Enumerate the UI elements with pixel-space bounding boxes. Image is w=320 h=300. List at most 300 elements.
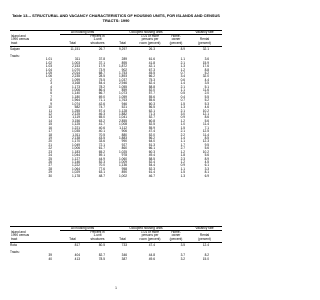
table-cell: 1,064 — [72, 166, 80, 171]
table-cell: 60.3 — [148, 149, 155, 154]
table-cell: 1.3 — [180, 105, 185, 110]
table-cell: 1,882 — [119, 112, 127, 117]
row-label: 1.06 — [45, 74, 52, 79]
row-label: 30 — [48, 173, 52, 178]
table-cell: 67.3 — [148, 67, 155, 72]
table-cell: 1,222 — [72, 163, 80, 168]
table-cell: 1,008 — [119, 122, 127, 127]
table-cell: 958 — [121, 166, 127, 171]
table-cell: 1,136 — [119, 163, 127, 168]
table-cell: 0.4 — [180, 94, 185, 99]
table-cell: 1,002 — [119, 173, 127, 178]
table-cell: 1,009 — [119, 159, 127, 164]
table-cell: 3.6 — [204, 57, 209, 62]
table-cell: 3,156 — [72, 118, 80, 123]
table-cell: 60.8 — [148, 118, 155, 123]
table-cell: 33.6 — [98, 139, 105, 144]
table-cell: 1.5 — [180, 101, 185, 106]
row-label: 12 — [48, 112, 52, 117]
table-cell: 11.6 — [203, 88, 209, 93]
table-cell: 10.2 — [202, 149, 209, 154]
row-label: 15 — [48, 122, 52, 127]
col-crowded-3: room (percent) — [139, 236, 161, 241]
row-label: 19 — [48, 135, 52, 140]
table-cell: 80.5 — [98, 243, 105, 247]
group-vacancy-rate: Vacancy rate — [195, 29, 214, 34]
table-cell: 1,127 — [72, 156, 80, 161]
table-cell: 2,138 — [72, 135, 80, 140]
table-cell: 3.5 — [204, 81, 209, 86]
table-cell: 8.6 — [204, 115, 209, 120]
table-cell: 5.6 — [204, 118, 209, 123]
table-cell: 7.1 — [204, 125, 209, 130]
col-percent-3: structures — [90, 236, 105, 241]
group-all-units-2: All housing units — [70, 225, 95, 230]
table-cell: 927 — [121, 142, 127, 147]
table-cell: 58.8 — [148, 84, 155, 89]
row-label: 6 — [50, 91, 52, 96]
row-label: 1.05 — [45, 70, 52, 75]
table-cell: 1,073 — [119, 91, 127, 96]
table-cell: 60.3 — [148, 101, 155, 106]
table-cell: 8.9 — [204, 156, 209, 161]
table-cell: 413 — [74, 256, 80, 261]
table-cell: 12.3 — [202, 139, 209, 144]
table-cell: 66.7 — [98, 91, 105, 96]
table-cell: 906 — [121, 129, 127, 134]
table-cell: 2.7 — [180, 146, 185, 151]
table-cell: 70.5 — [98, 132, 105, 137]
table-cell: 78.5 — [98, 256, 105, 261]
table-cell: 387 — [121, 256, 127, 261]
table-cell: 1.2 — [180, 159, 185, 164]
table-cell: 55.9 — [148, 125, 155, 130]
table-cell: 8.9 — [180, 47, 185, 51]
table-cell: 2,125 — [72, 112, 80, 117]
table-cell: 26.3 — [148, 47, 155, 51]
table-cell: 1.0 — [180, 122, 185, 127]
row-label: 5 — [50, 88, 52, 93]
table-cell: 1,037 — [119, 77, 127, 82]
table-cell: 1,119 — [72, 115, 80, 120]
table-cell: 8.2 — [204, 253, 209, 258]
col-rental-1: Rental — [199, 233, 210, 238]
table-cell: 11.4 — [203, 132, 209, 137]
table-cell: 3.5 — [180, 243, 185, 247]
table-cell: 3.7 — [180, 253, 185, 258]
col-percent-2: 1-unit — [93, 233, 102, 238]
table-cell: 2,235 — [72, 74, 80, 79]
table-cell: 49.4 — [148, 153, 155, 158]
col-homeowner-1: Home- — [171, 229, 181, 234]
table-cell: 54.4 — [98, 81, 105, 86]
group-vacancy-rate-2: Vacancy rate — [195, 225, 214, 230]
table-cell: 404 — [74, 253, 80, 258]
table-cell: 42.1 — [148, 64, 155, 69]
table-cell: 32.0 — [202, 74, 209, 79]
table-cell: 52.7 — [148, 115, 155, 120]
table-cell: 1.1 — [180, 57, 185, 62]
row-label: 4 — [50, 84, 52, 89]
table-cell: 1.2 — [180, 67, 185, 72]
table-cell: 62.1 — [148, 108, 155, 113]
stub-header-1: Island and — [11, 33, 26, 38]
table-cell: 1,255 — [72, 108, 80, 113]
row-label: 28 — [48, 166, 52, 171]
col-occ-total: Total — [119, 237, 126, 241]
table-cell: 52.3 — [98, 159, 105, 164]
table-cell: 1,964 — [72, 98, 80, 103]
table-cell: 10.2 — [202, 108, 209, 113]
table-cell: 52.4 — [148, 159, 155, 164]
table-cell: 817 — [74, 243, 80, 247]
table-cell: 57.4 — [98, 108, 105, 113]
table-cell: 5.6 — [204, 153, 209, 158]
col-crowded-3: room (percent) — [139, 40, 161, 45]
table-cell: 1,178 — [72, 173, 80, 178]
table-cell: 37.8 — [98, 57, 105, 62]
table-cell: 733 — [121, 243, 127, 247]
table-cell: 1,049 — [72, 142, 80, 147]
table-cell: 56.5 — [148, 105, 155, 110]
table-cell: 3,168 — [72, 81, 80, 86]
row-label: 1.03 — [45, 64, 52, 69]
table-cell: 1.2 — [180, 149, 185, 154]
col-homeowner-3: (percent) — [169, 236, 183, 241]
table-cell: 3.2 — [180, 256, 185, 261]
stub-header-3: tract — [11, 236, 18, 241]
row-label: 27 — [48, 163, 52, 168]
row-label: 7 — [50, 94, 52, 99]
row-label: Saipan — [10, 47, 20, 51]
table-cell: 1.3 — [180, 173, 185, 178]
table-cell: 86.4 — [98, 88, 105, 93]
table-cell: 1,763 — [119, 98, 127, 103]
col-crowded-1: 1.01 or more — [140, 33, 160, 38]
table-cell: 0.6 — [180, 77, 185, 82]
table-cell: 1.2 — [180, 118, 185, 123]
table-cell: 2.2 — [180, 132, 185, 137]
table-cell: 2.1 — [180, 108, 185, 113]
table-cell: 52.5 — [148, 122, 155, 127]
row-label: 40 — [48, 256, 52, 261]
row-label: 26 — [48, 159, 52, 164]
row-label: 18 — [48, 132, 52, 137]
row-label: 29 — [48, 170, 52, 175]
table-cell: 4.5 — [204, 159, 209, 164]
table-row — [10, 258, 222, 261]
table-cell: 1,003 — [72, 60, 80, 65]
row-label: 25 — [48, 156, 52, 161]
row-label: 13 — [48, 115, 52, 120]
row-label: 2 — [50, 77, 52, 82]
table-cell: 1,173 — [72, 84, 80, 89]
col-crowded-1: 1.01 or more — [140, 229, 160, 234]
table-cell: 44.8 — [148, 253, 155, 258]
table-body-saipan — [10, 48, 222, 178]
group-occupied-units: Occupied housing units — [129, 29, 163, 34]
table-cell: 1,025 — [119, 149, 127, 154]
table-cell: 55.6 — [148, 94, 155, 99]
table-cell: 5.6 — [204, 146, 209, 151]
table-cell: 62.4 — [148, 81, 155, 86]
table-cell: 15.9 — [202, 60, 209, 65]
table-cell: 9.5 — [204, 142, 209, 147]
col-percent-2: 1-unit — [93, 37, 102, 42]
table-cell: 1.5 — [180, 170, 185, 175]
row-label: 1.02 — [45, 60, 52, 65]
table-cell: 1.7 — [180, 142, 185, 147]
table-cell: 5.2 — [204, 70, 209, 75]
col-rental-1: Rental — [199, 37, 210, 42]
table-cell: 72.1 — [98, 142, 105, 147]
table-cell: 1.4 — [180, 81, 185, 86]
table-cell: 1,006 — [72, 88, 80, 93]
table-cell: 8.1 — [204, 170, 209, 175]
table-cell: 1,883 — [119, 135, 127, 140]
table-cell: 2.0 — [204, 91, 209, 96]
table-cell: 52.3 — [148, 166, 155, 171]
table-cell: 1,146 — [72, 159, 80, 164]
table-cell: 1,125 — [72, 122, 80, 127]
table-cell: 5.1 — [204, 84, 209, 89]
table-cell: 521 — [121, 105, 127, 110]
table-cell: 1.3 — [180, 64, 185, 69]
table-cell: 3.0 — [180, 112, 185, 117]
table-cell: 1,055 — [119, 84, 127, 89]
row-label: 20 — [48, 139, 52, 144]
table-cell: 52.0 — [148, 132, 155, 137]
table-cell: 64.0 — [148, 139, 155, 144]
table-cell: 880 — [121, 132, 127, 137]
table-cell: 43.5 — [98, 135, 105, 140]
table-cell: 1,170 — [72, 139, 80, 144]
table-cell: 11,151 — [70, 47, 80, 51]
table-cell: 58.5 — [148, 156, 155, 161]
table-cell: 65.0 — [98, 115, 105, 120]
table-cell: 1,029 — [72, 170, 80, 175]
stub-header-2: 1990 census — [11, 37, 30, 42]
table-cell: 46.7 — [148, 173, 155, 178]
table-cell: 78.2 — [98, 84, 105, 89]
table-cell: 44.9 — [98, 156, 105, 161]
stub-header-2: 1990 census — [11, 233, 30, 238]
table-cell: 1,060 — [119, 156, 127, 161]
table-cell: 71.1 — [98, 98, 105, 103]
table-cell: 2,014 — [72, 70, 80, 75]
table-cell: 1,044 — [72, 153, 80, 158]
row-label: 17 — [48, 129, 52, 134]
stub-header-1: Island and — [11, 229, 26, 234]
table-cell: 1,074 — [72, 101, 80, 106]
table-cell: 59.1 — [98, 153, 105, 158]
table-cell: 5.3 — [204, 101, 209, 106]
table-cell: 61.6 — [148, 57, 155, 62]
table-cell: 12.4 — [202, 243, 209, 247]
table-cell: 1,140 — [72, 91, 80, 96]
table-row — [10, 175, 222, 178]
row-label: 10 — [48, 105, 52, 110]
table-cell: 1,221 — [72, 125, 80, 130]
table-cell: 41.8 — [148, 60, 155, 65]
table-cell: 0.7 — [180, 98, 185, 103]
table-cell: 46.3 — [98, 112, 105, 117]
col-total: Total — [69, 41, 76, 45]
table-cell: 11.4 — [203, 122, 209, 127]
table-cell: 12.5 — [202, 129, 209, 134]
table-cell: 946 — [121, 101, 127, 106]
row-label: 1.04 — [45, 67, 52, 72]
row-label: 39 — [48, 253, 52, 258]
table-cell: 40.1 — [98, 129, 105, 134]
table-cell: 48.7 — [98, 173, 105, 178]
table-cell: 61.7 — [98, 146, 105, 151]
table-cell: 37.1 — [98, 60, 105, 65]
table-cell: 17.9 — [98, 64, 105, 69]
table-cell: 2.1 — [180, 84, 185, 89]
table-cell: 2,153 — [72, 64, 80, 69]
row-label: Tracts: — [10, 249, 20, 254]
table-cell: 1,112 — [119, 125, 127, 130]
table-cell: 1,893 — [119, 74, 127, 79]
table-cell: 1,006 — [72, 146, 80, 151]
table-cell: 9,297 — [119, 47, 127, 51]
row-label: 22 — [48, 146, 52, 151]
table-cell: 47.4 — [148, 129, 155, 134]
table-cell: 1.8 — [180, 153, 185, 158]
table-cell: 8.5 — [204, 135, 209, 140]
col-homeowner-2: owner — [171, 233, 181, 238]
table-cell: 74.7 — [98, 105, 105, 110]
table-cell: 57.7 — [148, 91, 155, 96]
table-cell: 2.1 — [180, 129, 185, 134]
table-cell: 55.6 — [148, 98, 155, 103]
row-label: 14 — [48, 118, 52, 123]
table-cell: 70.0 — [98, 163, 105, 168]
table-cell: 6.1 — [204, 163, 209, 168]
table-cell: 860 — [121, 146, 127, 151]
table-cell: 346 — [121, 253, 127, 258]
col-homeowner-2: owner — [171, 37, 181, 42]
table-cell: 4.6 — [204, 105, 209, 110]
table-cell: 26.7 — [98, 47, 105, 51]
col-percent-1: Percent in — [90, 229, 105, 234]
table-cell: 1.5 — [180, 125, 185, 130]
table-cell: 3.3 — [204, 166, 209, 171]
table-cell: 1,099 — [72, 77, 80, 82]
table-body-rota — [10, 244, 222, 261]
table-cell: 890 — [121, 170, 127, 175]
table-cell: 54.4 — [148, 163, 155, 168]
table-cell: 990 — [121, 139, 127, 144]
col-percent-3: structures — [90, 40, 105, 45]
table-cell: 42.6 — [98, 101, 105, 106]
page-number: 1 — [115, 286, 117, 290]
table-cell: 77.6 — [98, 166, 105, 171]
row-label: 8 — [50, 98, 52, 103]
table-cell: 3.4 — [180, 74, 185, 79]
table-cell: 63.2 — [98, 118, 105, 123]
table-cell: 56.2 — [148, 135, 155, 140]
table-cell: 45.5 — [148, 70, 155, 75]
table-cell: 1,183 — [72, 149, 80, 154]
table-cell: 69.0 — [98, 94, 105, 99]
table-cell: 1,059 — [119, 94, 127, 99]
table-cell: 63.1 — [98, 170, 105, 175]
table-cell: 902 — [121, 67, 127, 72]
table-cell: 859 — [121, 88, 127, 93]
table-cell: 71.3 — [148, 112, 155, 117]
table-cell: 0.7 — [180, 70, 185, 75]
stub-header-3: tract — [11, 40, 18, 45]
table-cell: 17.6 — [202, 64, 209, 69]
row-label: 16 — [48, 125, 52, 130]
table-cell: 40.6 — [98, 125, 105, 130]
row-label: 3 — [50, 81, 52, 86]
table-cell: 1,041 — [119, 115, 127, 120]
table-cell: 2,946 — [119, 81, 127, 86]
row-label: 1.01 — [45, 57, 52, 62]
col-homeowner-1: Home- — [171, 33, 181, 38]
row-label: 9 — [50, 101, 52, 106]
row-label: 23 — [48, 149, 52, 154]
col-occ-total: Total — [119, 41, 126, 45]
table-cell: 0.9 — [180, 115, 185, 120]
table-cell: 66.2 — [148, 74, 155, 79]
table-cell: 73.9 — [98, 67, 105, 72]
table-cell: 0.9 — [180, 163, 185, 168]
group-occupied-units-2: Occupied housing units — [129, 225, 163, 230]
table-cell: 65.2 — [98, 149, 105, 154]
col-percent-1: Percent in — [90, 33, 105, 38]
table-cell: 32.1 — [202, 47, 209, 51]
table-cell: 5.2 — [204, 98, 209, 103]
table-cell: 66.1 — [148, 146, 155, 151]
row-label: Rota — [10, 243, 17, 247]
col-homeowner-3: (percent) — [169, 40, 183, 45]
table-cell: 311 — [74, 57, 80, 62]
table-cell: 47.4 — [148, 243, 155, 247]
table-cell: 52.0 — [148, 88, 155, 93]
table-cell: 4.4 — [204, 77, 209, 82]
table-cell: 82.7 — [98, 253, 105, 258]
table-cell: 1.1 — [180, 139, 185, 144]
table-cell: 15.0 — [202, 256, 209, 261]
col-rental-2: (percent) — [198, 236, 211, 241]
table-cell: 68.7 — [98, 70, 105, 75]
table-cell: 895 — [121, 60, 127, 65]
table-cell: 1,753 — [119, 70, 127, 75]
table-cell: 1,872 — [119, 64, 127, 69]
col-total: Total — [69, 237, 76, 241]
table-cell: 289 — [121, 57, 127, 62]
table-cell: 28.5 — [98, 74, 105, 79]
table-cell: 49.6 — [148, 256, 155, 261]
table-cell: 582 — [74, 105, 80, 110]
col-crowded-2: persons per — [141, 233, 159, 238]
table-cell: 1,128 — [119, 108, 127, 113]
group-all-units: All housing units — [70, 29, 95, 34]
table-cell: 75.3 — [148, 77, 155, 82]
table-cell: 6.9 — [204, 173, 209, 178]
table-cell: 12.1 — [202, 112, 209, 117]
col-crowded-2: persons per — [141, 37, 159, 42]
row-label: Tracts: — [10, 53, 20, 58]
table-cell: 0.5 — [180, 91, 185, 96]
table-cell: 1.4 — [180, 135, 185, 140]
table-cell: 1,070 — [72, 67, 80, 72]
table-cell: 51.3 — [148, 142, 155, 147]
